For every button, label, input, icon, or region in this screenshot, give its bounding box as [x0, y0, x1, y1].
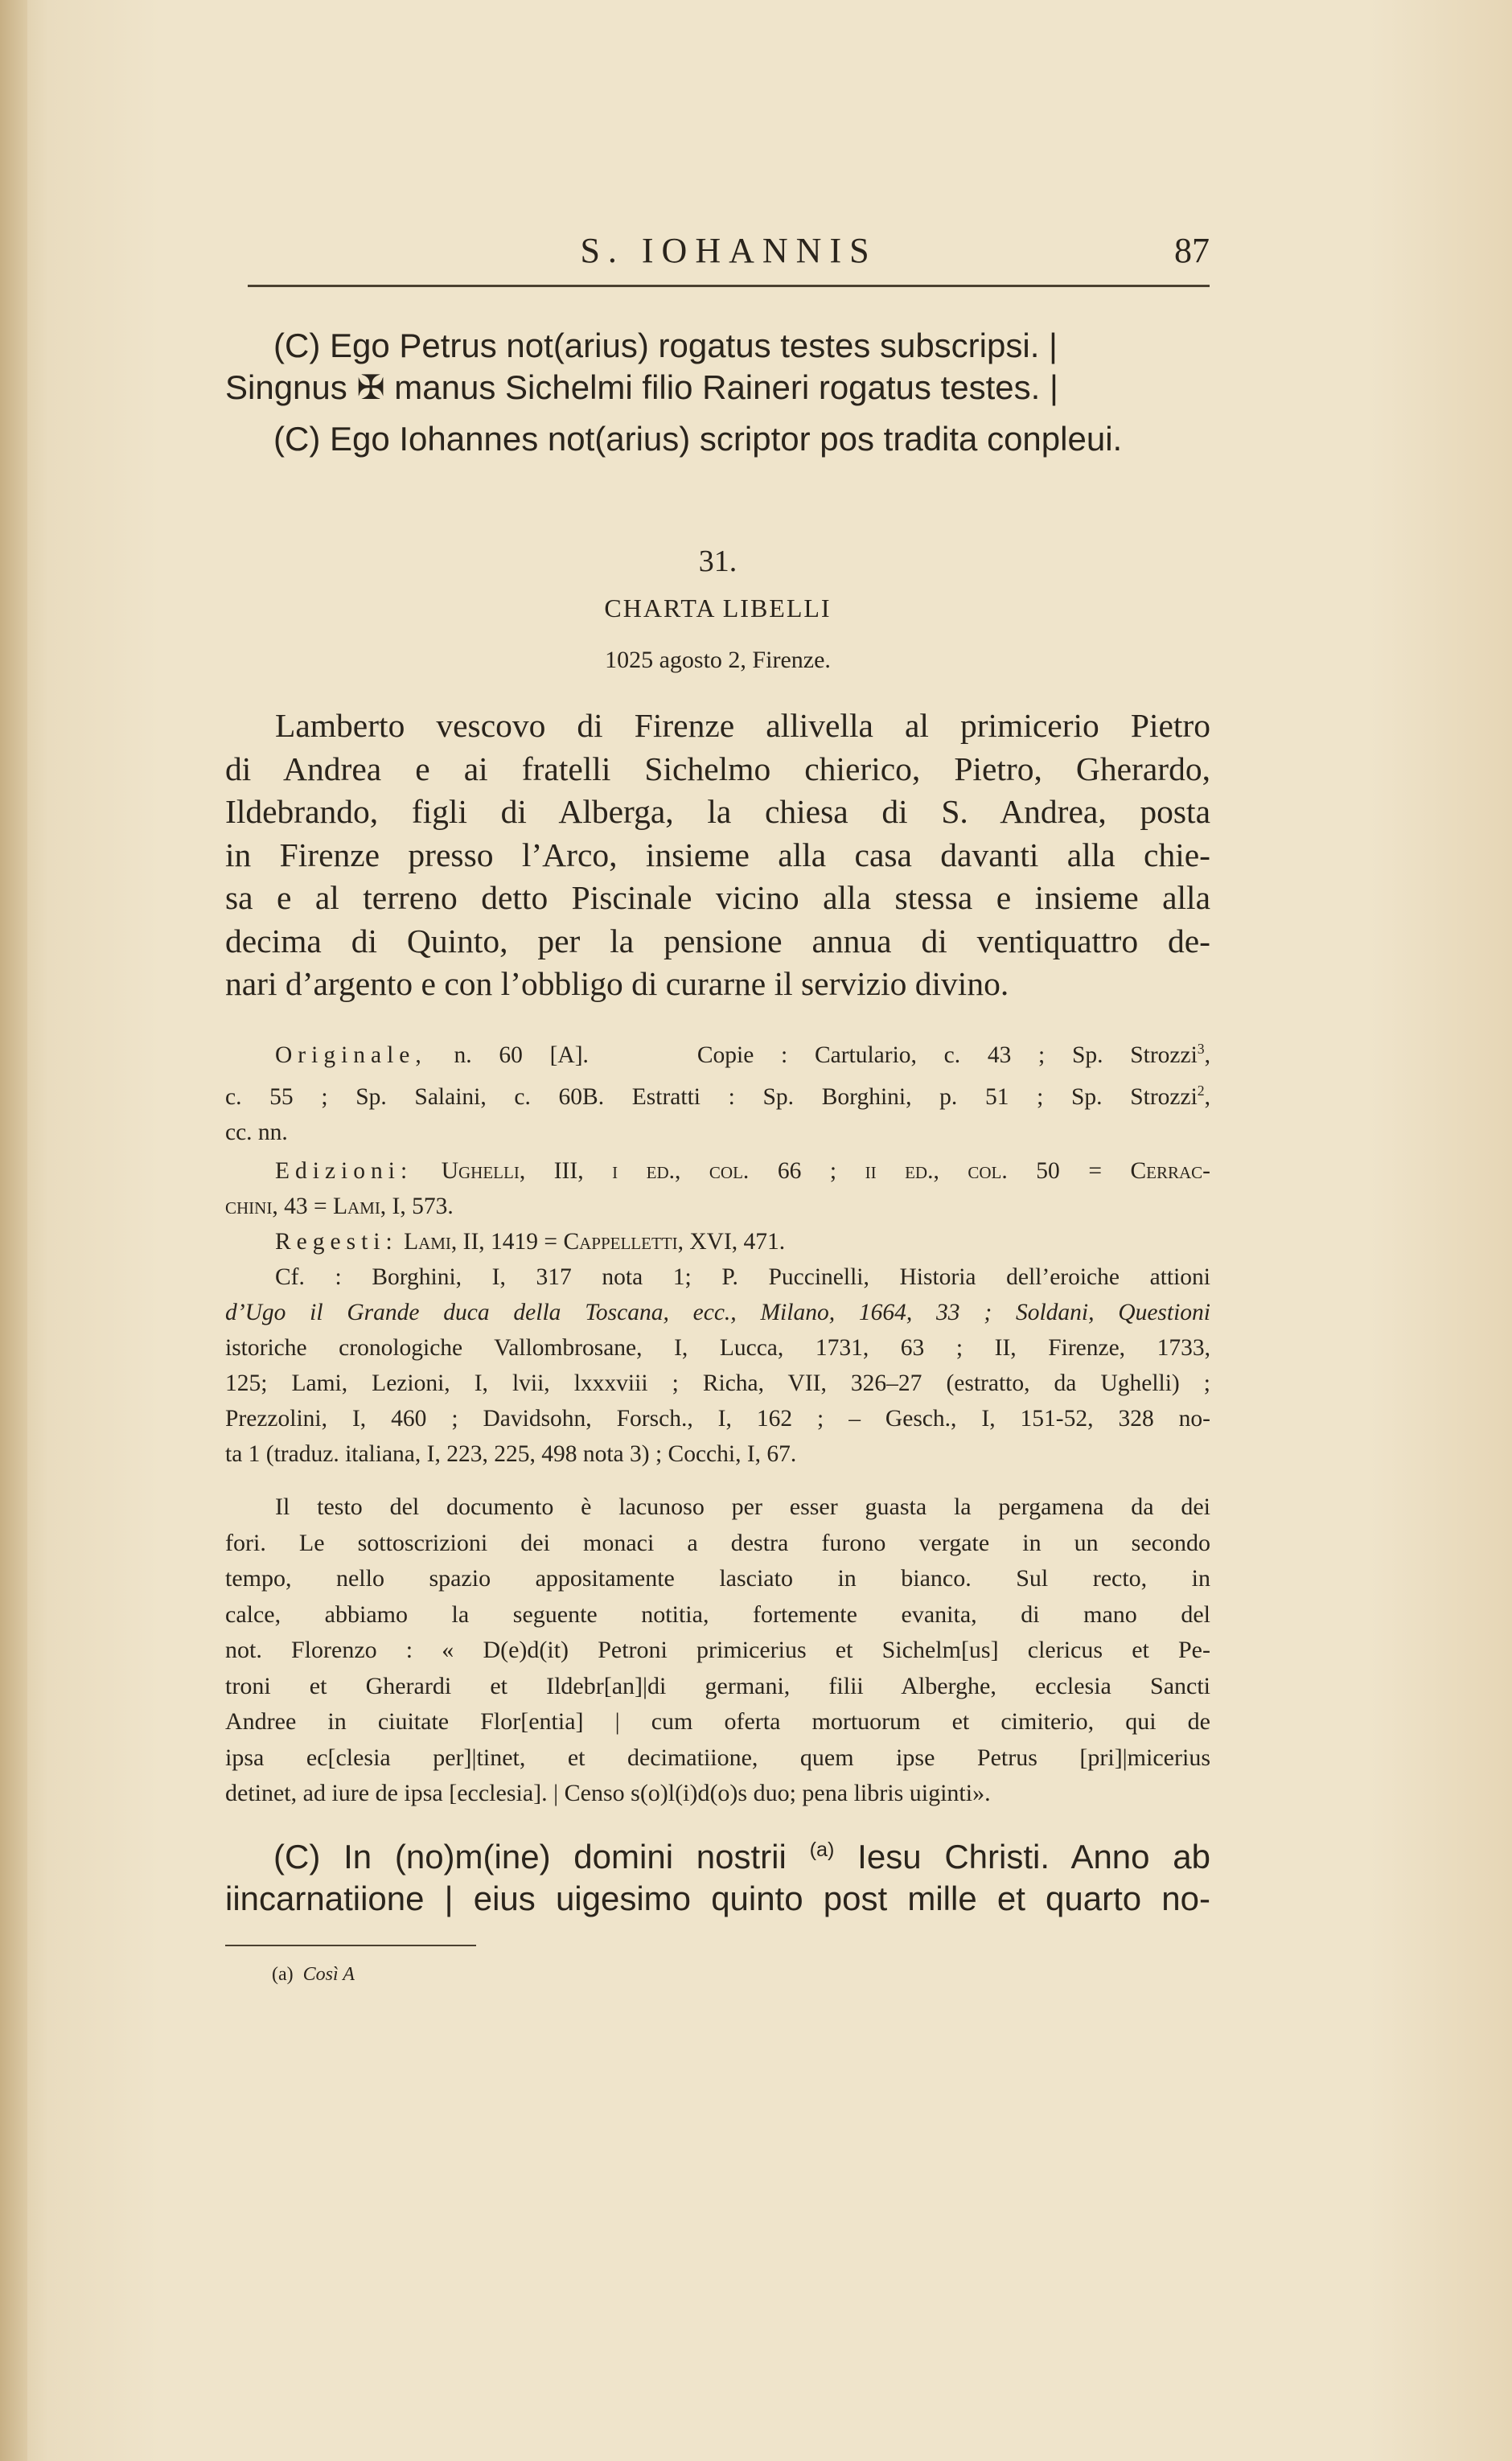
note-line: tempo, nello spazio appositamente lasciato in bianco. Sul recto, in	[225, 1565, 1210, 1592]
subscriptions-block	[225, 325, 1210, 460]
note-line: ipsa ec[clesia per]|tinet, et decimatiione, quem ipse Petrus [pri]|micerius	[225, 1744, 1210, 1771]
regesti-label: Regesti:	[275, 1229, 398, 1255]
note-line: troni et Gherardi et Ildebr[an]|di germani, filii Alberghe, ecclesia Sancti	[225, 1672, 1210, 1699]
document-number: 31.	[698, 544, 738, 578]
originale-label: Originale,	[275, 1042, 427, 1068]
regesti-line	[225, 1224, 1210, 1259]
note-line: calce, abbiamo la seguente notitia, fortemente evanita, di mano del	[225, 1600, 1210, 1628]
copie-text: Copie : Cartulario, c. 43 ; Sp. Strozzi	[696, 1042, 1198, 1068]
note-line: Il testo del documento è lacunoso per esser guasta la pergamena da dei	[275, 1493, 1210, 1520]
document-type: CHARTA LIBELLI	[604, 594, 832, 622]
editions-line: chini, 43 = Lami, I, 573.	[225, 1194, 454, 1219]
intro-line	[225, 1829, 1210, 1878]
regest-summary	[225, 705, 1210, 1006]
footnote-mark: (a)	[272, 1964, 294, 1985]
footnote-sup: 3	[1197, 1041, 1205, 1057]
editions-label: Edizioni:	[275, 1158, 413, 1184]
summary-line: in Firenze presso l’Arco, insieme alla casa davanti alla chie-	[225, 836, 1210, 873]
summary-line: decima di Quinto, per la pensione annua di ventiquattro de-	[225, 922, 1210, 959]
footnote-sup: 2	[1197, 1082, 1205, 1099]
summary-line: Lamberto vescovo di Firenze allivella al primicerio Pietro	[275, 707, 1210, 744]
intro-line: iincarnatiione | eius uigesimo quinto post mille et quarto no-	[225, 1880, 1210, 1917]
editions-line	[225, 1153, 1210, 1189]
cf-line: d’Ugo il Grande duca della Toscana, ecc., Milano, 1664, 33 ; Soldani, Questioni	[225, 1300, 1210, 1325]
note-line: not. Florenzo : « D(e)d(it) Petroni primicerius et Sichelm[us] clericus et Pe-	[225, 1637, 1210, 1663]
summary-line: nari d’argento e con l’obbligo di curarne il servizio divino.	[225, 965, 1009, 1002]
footnote-ref: (a)	[809, 1839, 835, 1861]
document-text-start	[225, 1829, 1210, 1920]
book-spine-shadow	[0, 0, 27, 2461]
cf-line: Prezzolini, I, 460 ; Davidsohn, Forsch., I, 162 ; – Gesch., I, 151-52, 328 no-	[225, 1406, 1210, 1432]
running-header	[248, 230, 1210, 278]
footnote	[272, 1964, 355, 1986]
note-line: detinet, ad iure de ipsa [ecclesia]. | Censo s(o)l(i)d(o)s duo; pena libris uiginti».	[225, 1780, 991, 1806]
note-line: Andree in ciuitate Flor[entia] | cum oferta mortuorum et cimiterio, qui de	[225, 1708, 1210, 1735]
subscription-line: (C) Ego Iohannes not(arius) scriptor pos tradita conpleui.	[273, 420, 1123, 458]
summary-line: Ildebrando, figli di Alberga, la chiesa di S. Andrea, posta	[225, 793, 1210, 830]
cf-line: Cf. : Borghini, I, 317 nota 1; P. Puccinelli, Historia dell’eroiche attioni	[275, 1264, 1210, 1290]
editions-text: Ughelli, III, i ed., col. 66 ; ii ed., col. 50 = Cerrac-	[441, 1158, 1211, 1184]
originale-text: n. 60 [A].	[454, 1042, 589, 1068]
intro-text: Iesu Christi. Anno ab	[857, 1838, 1211, 1876]
tradition-line: Originale, n. 60 [A]. Copie : Cartulario, c. 43 ; Sp. Strozzi$^3$,	[275, 1041, 1211, 1068]
header-rule	[248, 285, 1210, 287]
cf-line: istoriche cronologiche Vallombrosane, I, Lucca, 1731, 63 ; II, Firenze, 1733,	[225, 1335, 1210, 1361]
summary-line: di Andrea e ai fratelli Sichelmo chierico, Pietro, Gherardo,	[225, 750, 1210, 787]
tradition-text: c. 55 ; Sp. Salaini, c. 60B. Estratti : Sp. Borghini, p. 51 ; Sp. Strozzi	[225, 1083, 1198, 1110]
tradition-line: cc. nn.	[225, 1119, 288, 1145]
footnote-text: Così A	[302, 1964, 355, 1985]
tradition-block	[225, 1031, 1210, 1150]
summary-line: sa e al terreno detto Piscinale vicino alla stessa e insieme alla	[225, 879, 1210, 916]
cf-line: 125; Lami, Lezioni, I, lvii, lxxxviii ; Richa, VII, 326–27 (estratto, da Ughelli) ;	[225, 1370, 1210, 1396]
editions-block	[225, 1153, 1210, 1472]
intro-text: (C) In (no)m(ine) domini nostrii	[273, 1838, 787, 1876]
page-number: 87	[1174, 231, 1210, 270]
document-date: 1025 agosto 2, Firenze.	[605, 647, 831, 673]
cf-line: ta 1 (traduz. italiana, I, 223, 225, 498 nota 3) ; Cocchi, I, 67.	[225, 1441, 797, 1467]
subscription-line: Singnus ✠ manus Sichelmi filio Raineri rogatus testes. |	[225, 368, 1058, 406]
tradition-line: c. 55 ; Sp. Salaini, c. 60B. Estratti : Sp. Borghini, p. 51 ; Sp. Strozzi$^2$,	[225, 1082, 1210, 1110]
running-title: S. IOHANNIS	[580, 231, 877, 270]
subscription-line: (C) Ego Petrus not(arius) rogatus testes subscripsi. |	[273, 327, 1058, 364]
note-line: fori. Le sottoscrizioni dei monaci a destra furono vergate in un secondo	[225, 1529, 1210, 1556]
footnote-rule	[225, 1945, 476, 1946]
regesti-text: Lami, II, 1419 = Cappelletti, XVI, 471.	[404, 1229, 786, 1255]
editorial-note	[225, 1489, 1210, 1812]
